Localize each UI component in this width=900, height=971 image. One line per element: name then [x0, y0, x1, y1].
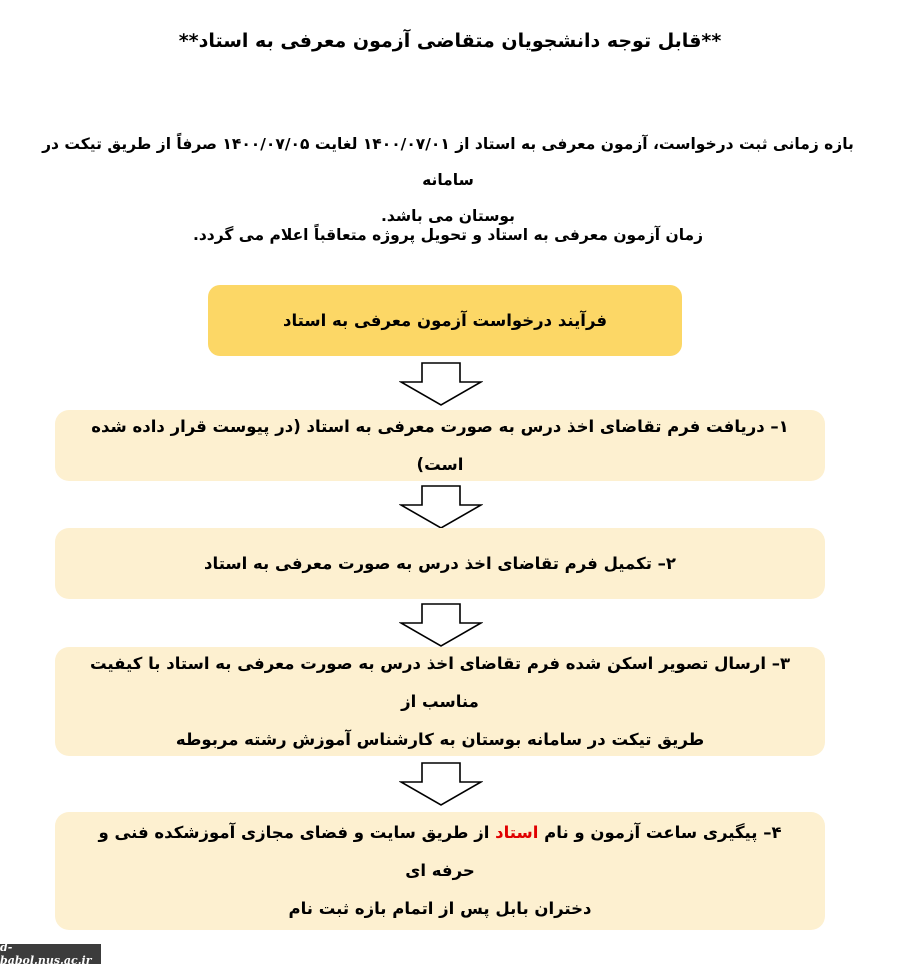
- down-arrow-icon: [399, 603, 483, 647]
- website-watermark: d-babol.nus.ac.ir: [0, 944, 101, 964]
- page-title: **قابل توجه دانشجویان متقاضی آزمون معرفی به استاد**: [178, 30, 722, 52]
- registration-period-line-1: بازه زمانی ثبت درخواست، آزمون معرفی به استاد از ۱۴۰۰/۰۷/۰۱ لغایت ۱۴۰۰/۰۷/۰۵ صرفاً از طریق تیکت در سامانه: [42, 135, 854, 189]
- registration-period-line-2: بوستان می باشد.: [381, 207, 515, 225]
- down-arrow-icon: [399, 362, 483, 406]
- step-1-box: [55, 410, 825, 481]
- process-header-box: [208, 285, 682, 356]
- step-3-line-2: طریق تیکت در سامانه بوستان به کارشناس آموزش رشته مربوطه: [175, 729, 705, 749]
- step-4-line-2: دختران بابل پس از اتمام بازه ثبت نام: [288, 899, 592, 918]
- step-4-line-1: [79, 814, 801, 890]
- step-2-box: [55, 528, 825, 599]
- registration-period-text: [30, 126, 866, 234]
- down-arrow-icon: [399, 762, 483, 806]
- step-4-text-part-a: ۴– پیگیری ساعت آزمون و نام: [538, 823, 782, 842]
- step-3-line-1: ۳– ارسال تصویر اسکن شده فرم تقاضای اخذ درس به صورت معرفی به استاد با کیفیت مناسب از: [89, 653, 791, 711]
- step-4-text-part-b: از طریق سایت و فضای مجازی آموزشکده فنی و حرفه ای: [98, 823, 496, 880]
- step-2-text: ۲– تکمیل فرم تقاضای اخذ درس به صورت معرفی به استاد: [204, 553, 676, 573]
- exam-time-note: زمان آزمون معرفی به استاد و تحویل پروژه متعاقباً اعلام می گردد.: [192, 226, 704, 244]
- step-1-text: ۱– دریافت فرم تقاضای اخذ درس به صورت معرفی به استاد (در پیوست قرار داده شده است): [91, 416, 789, 474]
- process-header-label: فرآیند درخواست آزمون معرفی به استاد: [282, 310, 608, 330]
- step-4-box: [55, 812, 825, 930]
- step-4-highlight-professor: استاد: [495, 823, 539, 842]
- down-arrow-icon: [399, 485, 483, 529]
- step-3-box: [55, 647, 825, 756]
